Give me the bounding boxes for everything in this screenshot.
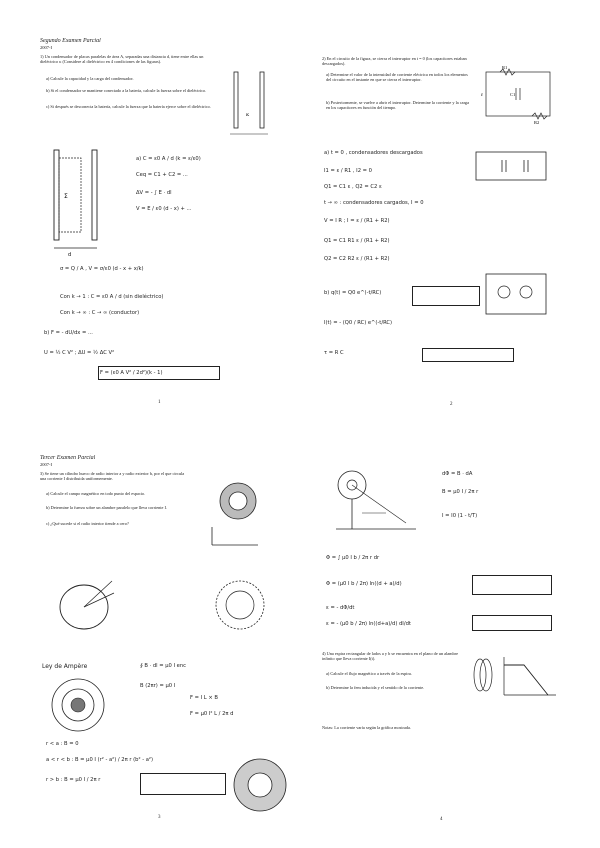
problem-3-sub-b: b) Determine la fuerza sobre un alambre paralelo que lleva corriente I. <box>46 505 167 510</box>
page-3-subtitle: 2007-I <box>40 462 52 467</box>
hw-line: Ceq = C1 + C2 = ... <box>136 172 188 178</box>
rc-circuit-sketch <box>482 270 552 320</box>
hw-line: r > b : B = μ0 I / 2π r <box>46 777 101 783</box>
hw-line: I1 = ε / R1 , I2 = 0 <box>324 168 372 174</box>
page-2 <box>322 50 562 422</box>
problem-4-sub-a: a) Calcule el flujo magnético a través de la espira. <box>326 671 412 676</box>
cylinder-figure <box>208 477 268 547</box>
hw-line: V = E / ε0 (d - x) + ... <box>136 206 192 212</box>
hw-line: B = μ0 I / 2π r <box>442 489 479 495</box>
answer-box <box>98 366 220 380</box>
hw-line: Con k → ∞ : C → ∞ (conductor) <box>60 310 140 316</box>
hw-line: Φ = ∫ μ0 I b / 2π r dr <box>326 555 380 561</box>
dashed-circle-sketch <box>210 575 270 635</box>
problem-2-text: 2) En el circuito de la figura, se cierra el interruptor en t = 0 (los capacitores estaban descargados). <box>322 56 467 67</box>
notes-text: Notas: La corriente varía según la gráfica mostrada. <box>322 725 412 730</box>
hw-line: V = I R ; I = ε / (R1 + R2) <box>324 218 390 224</box>
problem-2-sub-a: a) Determine el valor de la intensidad de corriente eléctrica en todos los elementos del circuito en el instante en que se cierra el interruptor. <box>326 72 468 83</box>
problem-4-text: 4) Una espira rectangular de lados a y b se encuentra en el plano de un alambre infinito que lleva corriente I(t). <box>322 651 459 662</box>
wire-loop-sketch <box>326 463 426 533</box>
circuit-diagram <box>480 66 560 126</box>
hw-line: B (2πr) = μ0 I <box>140 683 176 689</box>
hw-line: I(t) = - (Q0 / RC) e^(-t/RC) <box>324 320 393 326</box>
label-r2: R2 <box>534 120 540 125</box>
answer-box <box>472 615 552 631</box>
label-c1: C1 <box>510 92 516 97</box>
svg-text:d: d <box>68 252 72 258</box>
label-emf: ε <box>481 93 484 98</box>
page-number: 3 <box>158 815 161 820</box>
capacitor-figure <box>228 68 288 138</box>
answer-box <box>422 348 514 362</box>
problem-2-sub-b: b) Posteriormente, se vuelve a abrir el interruptor. Determine la corriente y la carga en los capacitores en función del tiempo. <box>326 100 469 111</box>
problem-3-sub-c: c) ¿Qué sucede si el radio interior tiende a cero? <box>46 521 129 526</box>
hw-line: Con k → 1 : C = ε0 A / d (sin dieléctrico) <box>60 294 164 300</box>
field-loop-sketch <box>54 575 124 635</box>
concentric-circles-sketch <box>44 675 124 735</box>
page-number: 2 <box>450 402 453 407</box>
hw-line: a < r < b : B = μ0 I (r² - a²) / 2π r (b² - a²) <box>46 757 154 763</box>
hw-line: F = I L × B <box>190 695 218 701</box>
hw-line: Q2 = C2 R2 ε / (R1 + R2) <box>324 256 390 262</box>
hw-line: Q1 = C1 ε , Q2 = C2 ε <box>324 184 382 190</box>
hw-line: t → ∞ : condensadores cargados, I = 0 <box>324 200 424 206</box>
problem-4-sub-b: b) Determine la fem inducida y el sentido de la corriente. <box>326 685 425 690</box>
page-number: 4 <box>440 817 443 822</box>
hw-line: r < a : B = 0 <box>46 741 79 747</box>
problem-1-sub-a: a) Calcule la capacidad y la carga del condensador. <box>46 76 134 81</box>
answer-box <box>412 286 480 306</box>
hw-line: F = μ0 I² L / 2π d <box>190 711 234 717</box>
problem-3-sub-a: a) Calcule el campo magnético en todo punto del espacio. <box>46 491 146 496</box>
hw-line: b) q(t) = Q0 e^(-t/RC) <box>324 290 382 296</box>
hw-line: dΦ = B · dA <box>442 471 473 477</box>
page-1-title: Segundo Examen Parcial <box>40 38 101 44</box>
page-1 <box>40 38 302 410</box>
page-1-subtitle: 2007-I <box>40 45 52 50</box>
problem-1-sub-b: b) Si el condensador se mantiene conectado a la batería, calcule la fuerza sobre el dieléctrico. <box>46 88 207 93</box>
svg-text:Σ: Σ <box>64 193 68 200</box>
hw-line: τ = R C <box>324 350 344 356</box>
hw-line: ε = - (μ0 b / 2π) ln((d+a)/d) dI/dt <box>326 621 411 627</box>
hw-line: Ley de Ampère <box>42 663 88 670</box>
hatched-ring-sketch <box>230 755 290 815</box>
hw-line: a) t = 0 , condensadores descargados <box>324 150 423 156</box>
label-r1: R1 <box>502 65 508 70</box>
dielectric-sketch <box>44 148 114 258</box>
hw-line: Φ = (μ0 I b / 2π) ln((d + a)/d) <box>326 581 402 587</box>
page-3 <box>40 455 302 827</box>
hw-line: b) F = - dU/dx = ... <box>44 330 93 336</box>
hw-line: I = I0 (1 - t/T) <box>442 513 478 519</box>
problem-1-sub-c: c) Si después se desconecta la batería, calcule la fuerza que la batería ejerce sobre el dieléctrico. <box>46 104 211 109</box>
hw-line: F = (ε0 A V² / 2d²)(k - 1) <box>100 370 163 376</box>
svg-text:κ: κ <box>246 112 250 118</box>
page-number: 1 <box>158 400 161 405</box>
current-graph <box>470 651 560 701</box>
hw-line: ε = - dΦ/dt <box>326 605 355 611</box>
answer-box <box>140 773 226 795</box>
hw-line: a) C = ε0 A / d (k = ε/ε0) <box>136 156 201 162</box>
answer-box <box>472 575 552 595</box>
problem-1-text: 1) Un condensador de placas paralelas de área A, separadas una distancia d, tiene entre ellas un dieléctrico κ (Considere al dieléctrico en 4 condiciones de las figuras). <box>40 54 204 65</box>
circuit-sketch <box>472 146 552 186</box>
problem-3-text: 3) Se tiene un cilindro hueco de radio interior a y radio exterior b, por el que circula una corriente I distribuida uniformemente. <box>40 471 185 482</box>
hw-line: ΔV = - ∫ E · dl <box>136 190 172 196</box>
page-3-title: Tercer Examen Parcial <box>40 455 96 461</box>
hw-line: U = ½ C V² ; ΔU = ½ ΔC V² <box>44 350 115 356</box>
page-4 <box>322 455 562 827</box>
hw-line: ∮ B · dl = μ0 I enc <box>140 663 186 669</box>
hw-line: σ = Q / A , V = σ/ε0 (d - x + x/k) <box>60 266 144 272</box>
hw-line: Q1 = C1 R1 ε / (R1 + R2) <box>324 238 390 244</box>
